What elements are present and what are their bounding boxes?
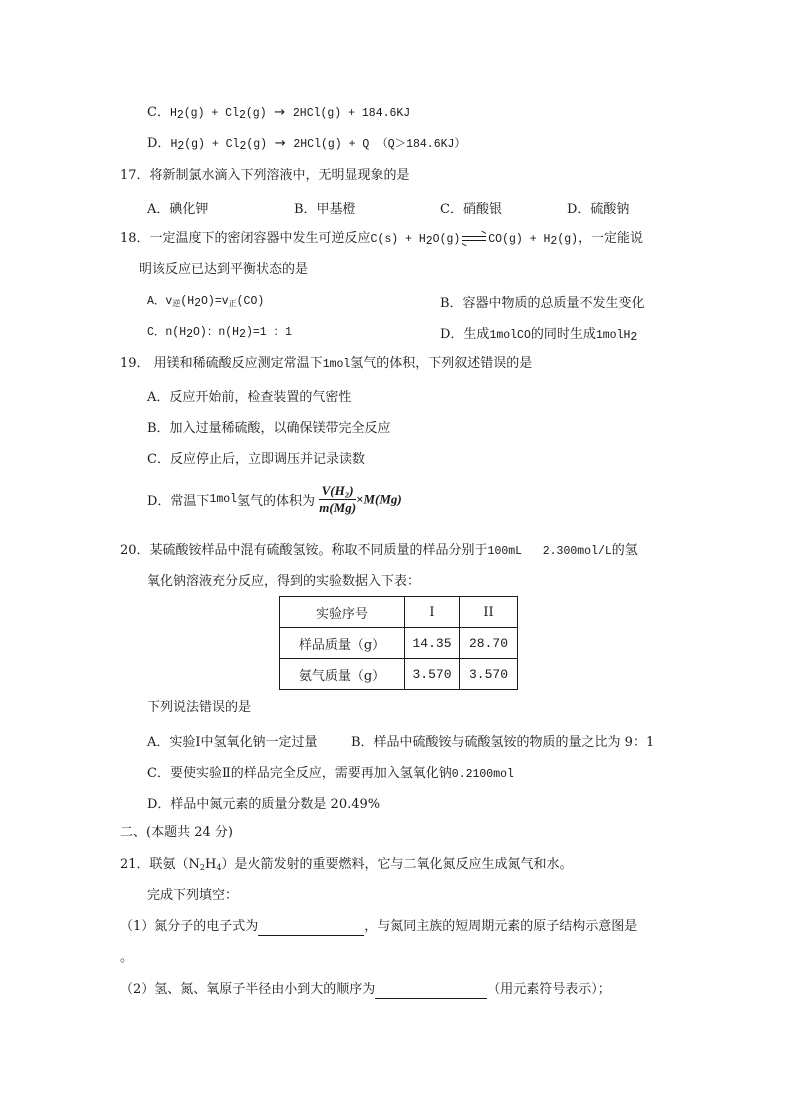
q20-prompt: 下列说法错误的是 xyxy=(147,700,252,715)
table-row xyxy=(280,628,518,659)
q17-option-d: D．硫酸钠 xyxy=(567,202,630,217)
arrow-icon: → xyxy=(274,136,286,151)
q18-stem: 18．一定温度下的密闭容器中发生可逆反应$C(s) + H_2O(g)$ $CO(g) + H_2(g)$，一定能说 xyxy=(120,231,644,248)
q20-stem: 20．某硫酸铵样品中混有硫酸氢铵。称取不同质量的样品分别于100mL 2.300mol/L的氢 xyxy=(120,543,638,558)
q17-option-a: A．碘化钾 xyxy=(147,202,209,217)
q19-option-b: B．加入过量稀硫酸，以确保镁带完全反应 xyxy=(147,421,391,436)
table-cell: 3.570 xyxy=(405,659,460,690)
table-cell: 样品质量（g） xyxy=(280,628,405,659)
q16-option-c: C．$H_2(g) + Cl_2(g) \to 2HCl(g) + 184.6KJ$ xyxy=(147,105,411,122)
q18-option-a: A．$v_逆(H_2O)=v_正(CO)$ xyxy=(147,295,265,310)
q21-stem: 21．联氨$(N_2H_4)$是火箭发射的重要燃料，它与二氧化氮反应生成氮气和水。 xyxy=(120,857,573,872)
table-cell: 14.35 xyxy=(405,628,460,659)
q20-option-a: A．实验Ⅰ中氢氧化钠一定过量 xyxy=(147,735,318,750)
section-heading: 二、(本题共 24 分) xyxy=(120,825,233,840)
q17-option-b: B．甲基橙 xyxy=(294,202,356,217)
table-cell: 氨气质量（g） xyxy=(280,659,405,690)
experiment-table xyxy=(279,596,518,690)
q20-option-b: B．样品中硫酸铵与硫酸氢铵的物质的量之比为 9：1 xyxy=(351,735,655,750)
arrow-icon: → xyxy=(274,105,286,120)
table-row xyxy=(280,659,518,690)
q18-option-b: B．容器中物质的总质量不发生变化 xyxy=(440,296,645,311)
q18-option-d: D．生成1molCO的同时生成1molH$_2$ xyxy=(440,327,638,344)
q21-part1-end: 。 xyxy=(120,950,134,965)
q17-option-c: C．硝酸银 xyxy=(440,202,502,217)
q19-option-c: C．反应停止后，立即调压并记录读数 xyxy=(147,452,365,467)
q19-option-a: A．反应开始前，检查装置的气密性 xyxy=(147,390,352,405)
table-header-cell: 实验序号 xyxy=(280,597,405,628)
answer-blank xyxy=(258,921,364,936)
table-cell: 28.70 xyxy=(460,628,518,659)
q17-stem: 17．将新制氯水滴入下列溶液中，无明显现象的是 xyxy=(120,168,410,183)
table-cell: 3.570 xyxy=(460,659,518,690)
formula-fraction: $\frac{\text{V(H₂)}}{m(Mg)}$ xyxy=(319,483,357,515)
q20-stem-line2: 氧化钠溶液充分反应，得到的实验数据入下表： xyxy=(147,574,421,589)
answer-blank xyxy=(375,984,487,999)
equilibrium-arrow-icon xyxy=(462,234,486,244)
q21-part2: （2）氢、氮、氧原子半径由小到大的顺序为 （用元素符号表示）； xyxy=(120,982,611,997)
q21-part1: （1）氮分子的电子式为 ，与氮同主族的短周期元素的原子结构示意图是 xyxy=(120,919,638,934)
q19-stem: 19． 用镁和稀硫酸反应测定常温下1mol氢气的体积，下列叙述错误的是 xyxy=(120,356,533,371)
table-header-cell: I xyxy=(405,597,460,628)
q18-stem-line2: 明该反应已达到平衡状态的是 xyxy=(139,262,309,277)
q20-option-d: D．样品中氮元素的质量分数是 20.49% xyxy=(147,797,381,812)
table-header-cell: II xyxy=(460,597,518,628)
q16-option-d: D．$H_2(g) + Cl_2(g) \to 2HCl(g) + Q$ （Q＞184.6KJ） xyxy=(147,136,466,153)
q20-option-c: C．要使实验Ⅱ的样品完全反应，需要再加入氢氧化钠0.2100mol xyxy=(147,766,514,781)
q21-intro: 完成下列填空： xyxy=(147,888,239,903)
q19-option-d: D．常温下1mol氢气的体积为 $\frac{\text{V(H₂)}}{m(Mg)}$ ×M(Mg) xyxy=(147,483,402,515)
q18-option-c: C．$n(H_2O)$：$n(H_2)=1$ ：1 xyxy=(147,326,292,341)
table-header-row xyxy=(280,597,518,628)
